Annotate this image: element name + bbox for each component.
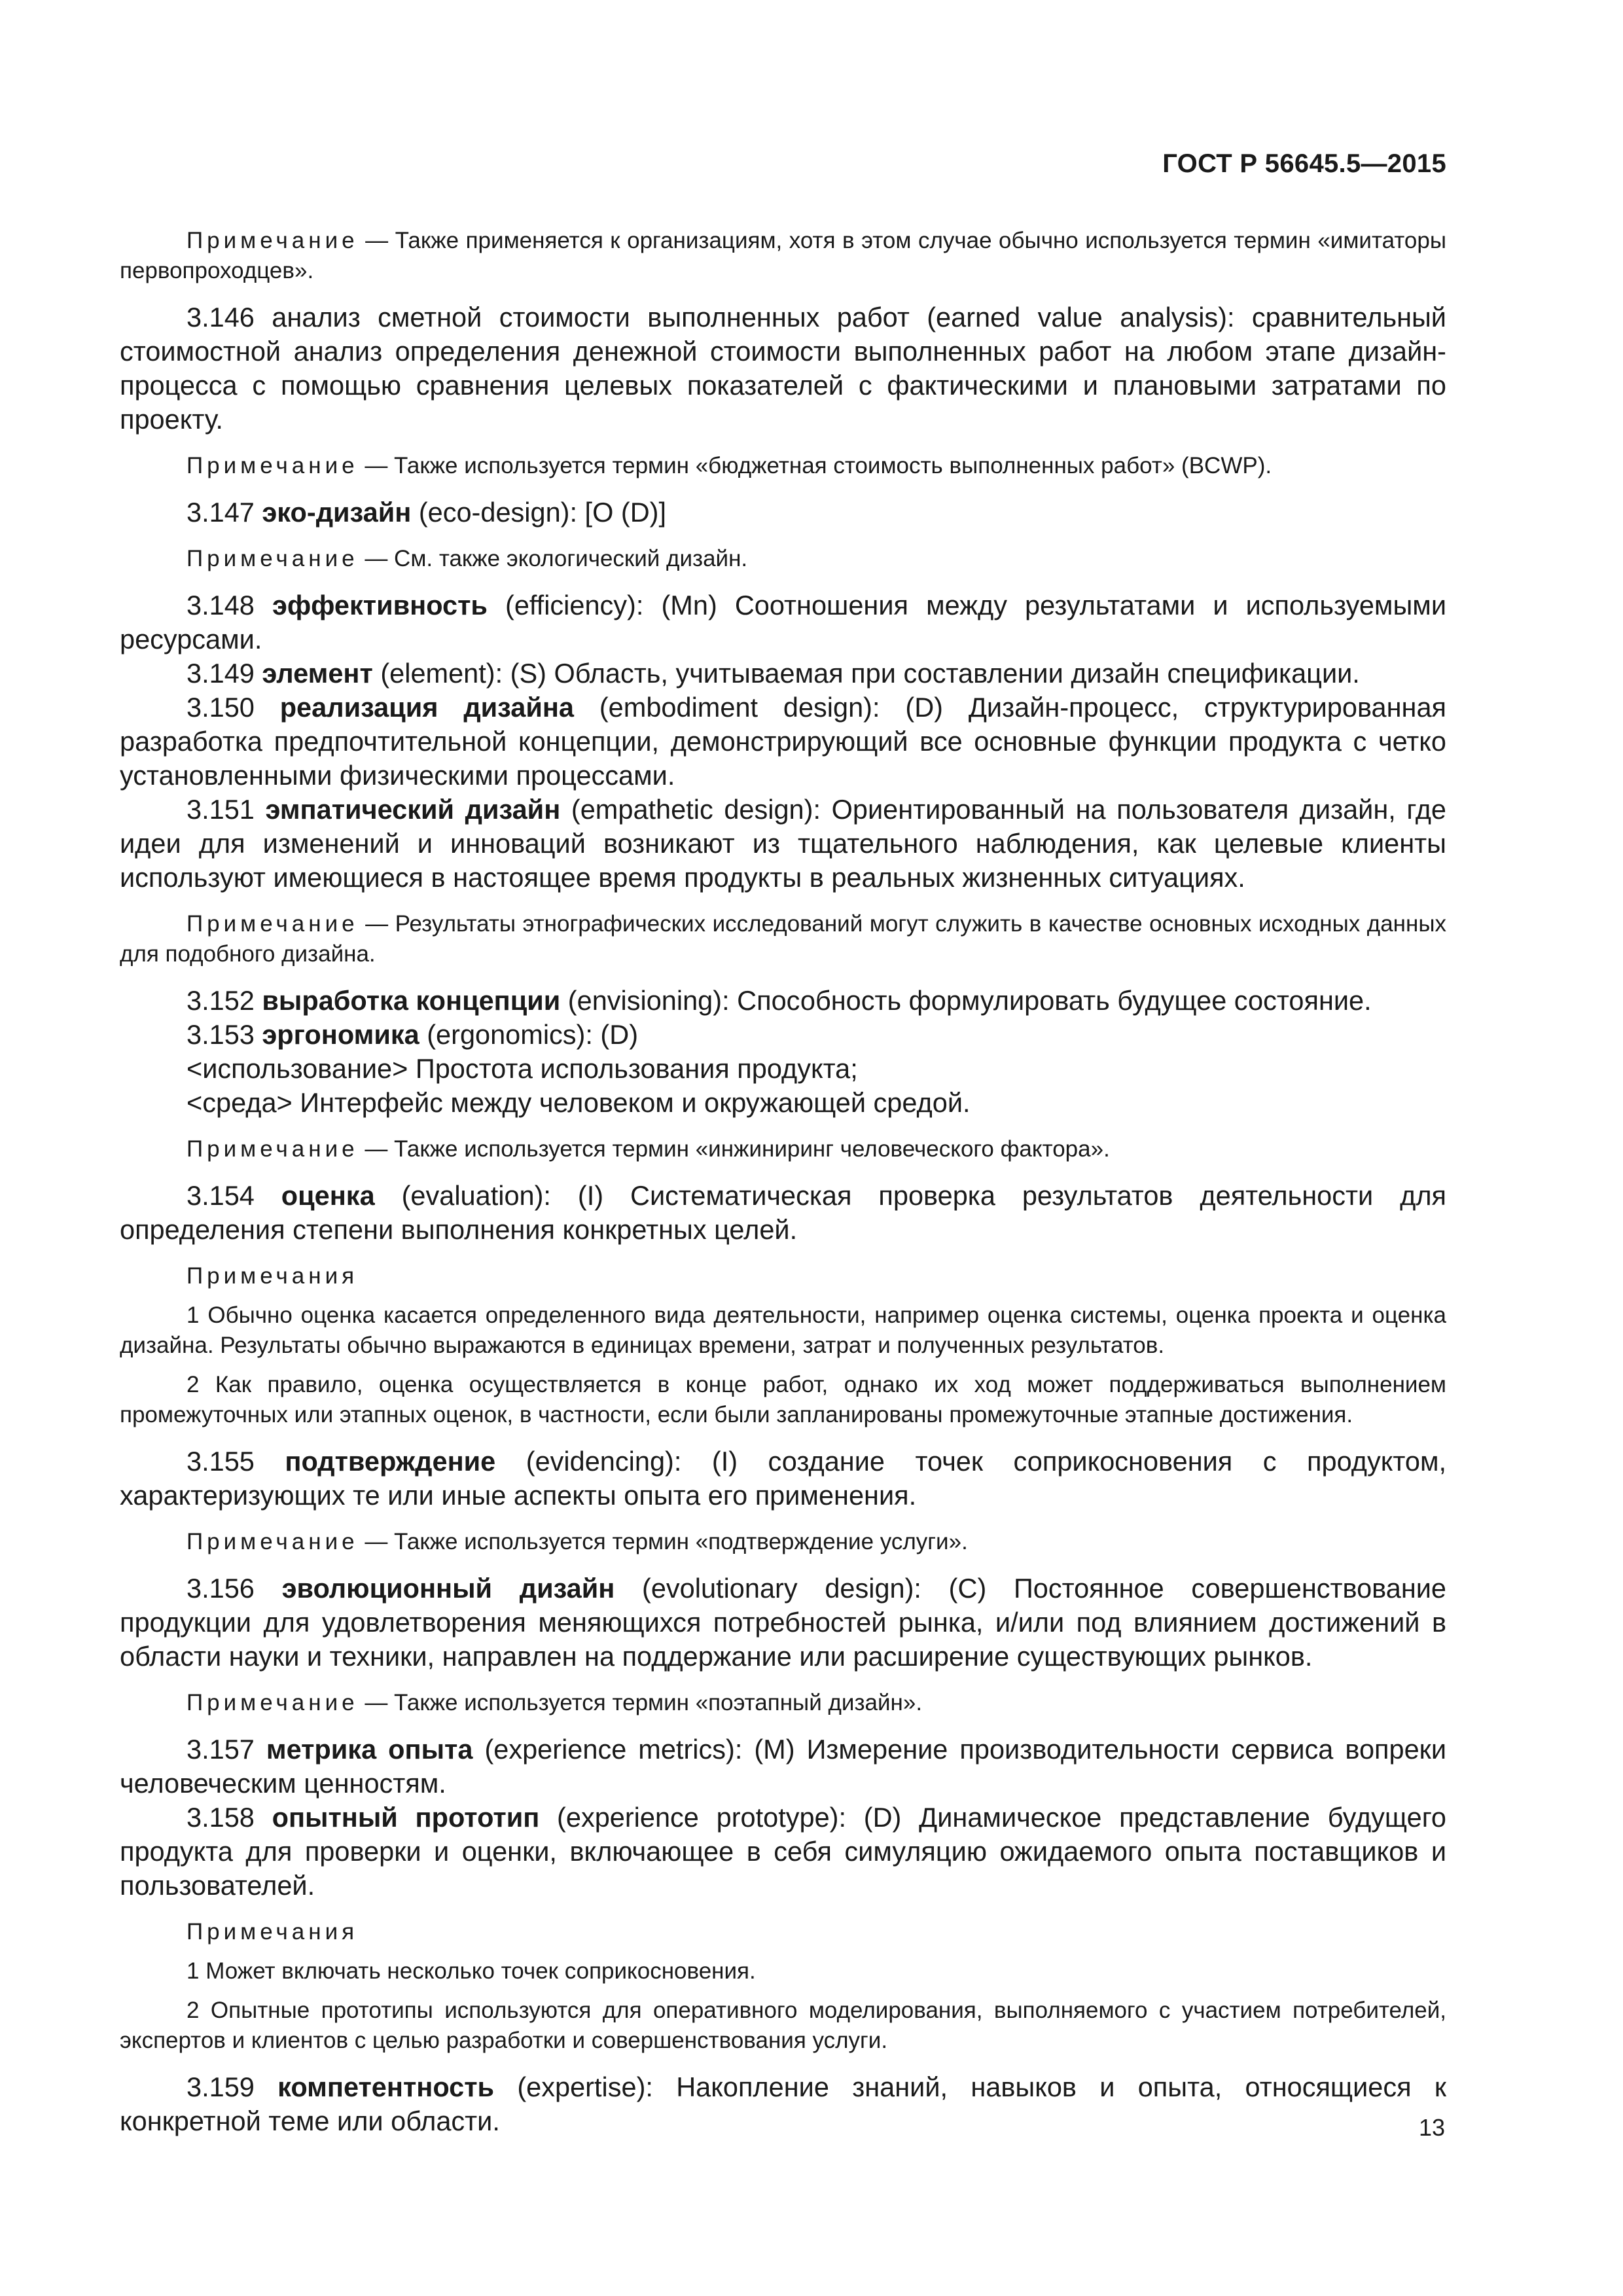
term-definition (120, 495, 1446, 529)
term-text: (experience prototype): (D) Динамическое представление будущего продукта для проверки и оценки, включающее в себя симуляцию ожидаемого опыта поставщиков и пользователей. (120, 1802, 1446, 1901)
note-text: — Также используется термин «инжиниринг человеческого фактора». (358, 1136, 1110, 1162)
term-text: (embodiment design): (D) Дизайн-процесс, структурированная разработка предпочтительной концепции, демонстрирующий все основные функции продукта с четко установленными физическими процессами. (120, 692, 1446, 791)
term-text: (eco-design): [O (D)] (418, 497, 667, 528)
document-body (120, 226, 1446, 2138)
term-definition (120, 588, 1446, 656)
note-text: — Также используется термин «подтверждение услуги». (358, 1529, 968, 1554)
note-label: Примечание (187, 1529, 359, 1554)
term-text: (element): (S) Область, учитываемая при составлении дизайн спецификации. (380, 658, 1360, 689)
term-definition (120, 2070, 1446, 2138)
term-number: 3.153 (187, 1019, 255, 1050)
term-name: эффективность (272, 590, 488, 620)
term-name: метрика опыта (266, 1734, 473, 1765)
term-name: эко-дизайн (262, 497, 412, 528)
term-definition (120, 1444, 1446, 1513)
term-definition (120, 1179, 1446, 1247)
term-text: (evaluation): (I) Систематическая проверка результатов деятельности для определения степени выполнения конкретных целей. (120, 1180, 1447, 1245)
note-label: Примечание (187, 453, 359, 478)
term-name: эргономика (262, 1019, 419, 1050)
term-definition (120, 656, 1446, 691)
page-number: 13 (1418, 2114, 1445, 2141)
term-number: 3.152 (187, 985, 255, 1016)
numbered-note: 1 Может включать несколько точек соприкосновения. (187, 1958, 756, 1984)
note-text: — См. также экологический дизайн. (358, 546, 748, 571)
note-paragraph (120, 1688, 1446, 1718)
numbered-note: 2 Опытные прототипы используются для оперативного моделирования, выполняемого с участием потребителей, экспертов и клиентов с целью разработки и совершенствования услуги. (120, 1998, 1446, 2053)
term-number: 3.146 (187, 302, 255, 332)
term-number: 3.149 (187, 658, 255, 689)
term-definition (120, 691, 1446, 793)
term-text: анализ сметной стоимости выполненных работ (earned value analysis): сравнительный стоимостной анализ определения денежной стоимости выполненных работ на любом этапе дизайн-процесса с помощью сравнения целевых показателей с фактическими и плановыми затратами по проекту. (120, 302, 1446, 435)
note-paragraph (120, 1134, 1446, 1164)
note-label: Примечание (187, 911, 359, 937)
note-text: — Также используется термин «бюджетная стоимость выполненных работ» (BCWP). (358, 453, 1272, 478)
note-paragraph (120, 909, 1446, 969)
note-label: Примечание (187, 546, 359, 571)
term-text: (empathetic design): Ориентированный на пользователя дизайн, где идеи для изменений и инноваций возникают из тщательного наблюдения, как целевые клиенты используют имеющиеся в настоящее время продукты в реальных жизненных ситуациях. (120, 794, 1446, 893)
term-number: 3.158 (187, 1802, 255, 1833)
term-name: подтверждение (285, 1446, 496, 1477)
note-paragraph (120, 226, 1446, 286)
term-definition (120, 984, 1446, 1018)
term-number: 3.151 (187, 794, 255, 825)
term-name: опытный прототип (272, 1802, 540, 1833)
term-number: 3.157 (187, 1734, 255, 1765)
term-definition (120, 300, 1446, 437)
term-text: (evidencing): (I) создание точек соприкосновения с продуктом, характеризующих те или иные аспекты опыта его применения. (120, 1446, 1447, 1511)
numbered-note: 1 Обычно оценка касается определенного вида деятельности, например оценка системы, оценка проекта и оценка дизайна. Результаты обычно выражаются в единицах времени, затрат и полученных результатов. (120, 1302, 1446, 1358)
term-text: (efficiency): (Mn) Соотношения между результатами и используемыми ресурсами. (120, 590, 1447, 655)
note-label: Примечание (187, 1690, 359, 1715)
term-definition (120, 1732, 1446, 1801)
term-name: оценка (281, 1180, 375, 1211)
term-definition (120, 1801, 1446, 1903)
document-code-header: ГОСТ Р 56645.5—2015 (1162, 149, 1446, 178)
notes-heading: Примечания (187, 1263, 359, 1289)
term-name: компетентность (277, 2072, 495, 2102)
note-paragraph (120, 1527, 1446, 1557)
term-definition (120, 1571, 1446, 1674)
note-paragraph (120, 544, 1446, 574)
term-definition (120, 793, 1446, 895)
term-definition (120, 1018, 1446, 1052)
term-number: 3.150 (187, 692, 255, 723)
term-text: (evolutionary design): (С) Постоянное совершенствование продукции для удовлетворения меняющихся потребностей рынка, и/или под влиянием достижений в области науки и техники, направлен на поддержание или расширение существующих рынков. (120, 1573, 1447, 1672)
definition-line: <среда> Интерфейс между человеком и окружающей средой. (187, 1087, 971, 1118)
numbered-note: 2 Как правило, оценка осуществляется в конце работ, однако их ход может поддерживаться выполнением промежуточных или этапных оценок, в частности, если были запланированы промежуточные этапные достижения. (120, 1372, 1446, 1427)
term-text: (ergonomics): (D) (427, 1019, 639, 1050)
definition-line: <использование> Простота использования продукта; (187, 1053, 858, 1084)
term-name: эволюционный дизайн (281, 1573, 615, 1604)
term-number: 3.147 (187, 497, 255, 528)
note-text: — Также используется термин «поэтапный дизайн». (358, 1690, 923, 1715)
term-number: 3.159 (187, 2072, 255, 2102)
notes-heading: Примечания (187, 1919, 359, 1945)
term-number: 3.154 (187, 1180, 255, 1211)
note-text: — Также применяется к организациям, хотя в этом случае обычно используется термин «имитаторы первопроходцев». (120, 228, 1446, 283)
note-paragraph (120, 451, 1446, 481)
note-label: Примечание (187, 228, 359, 253)
term-number: 3.148 (187, 590, 255, 620)
term-name: элемент (262, 658, 373, 689)
note-text: — Результаты этнографических исследований могут служить в качестве основных исходных данных для подобного дизайна. (120, 911, 1446, 967)
term-name: реализация дизайна (279, 692, 575, 723)
term-text: (expertise): Накопление знаний, навыков и опыта, относящиеся к конкретной теме или области. (120, 2072, 1446, 2136)
note-label: Примечание (187, 1136, 359, 1162)
term-text: (envisioning): Способность формулировать будущее состояние. (567, 985, 1372, 1016)
term-text: (experience metrics): (M) Измерение производительности сервиса вопреки человеческим ценностям. (120, 1734, 1447, 1799)
term-number: 3.155 (187, 1446, 255, 1477)
term-name: выработка концепции (262, 985, 561, 1016)
term-number: 3.156 (187, 1573, 255, 1604)
term-name: эмпатический дизайн (265, 794, 561, 825)
